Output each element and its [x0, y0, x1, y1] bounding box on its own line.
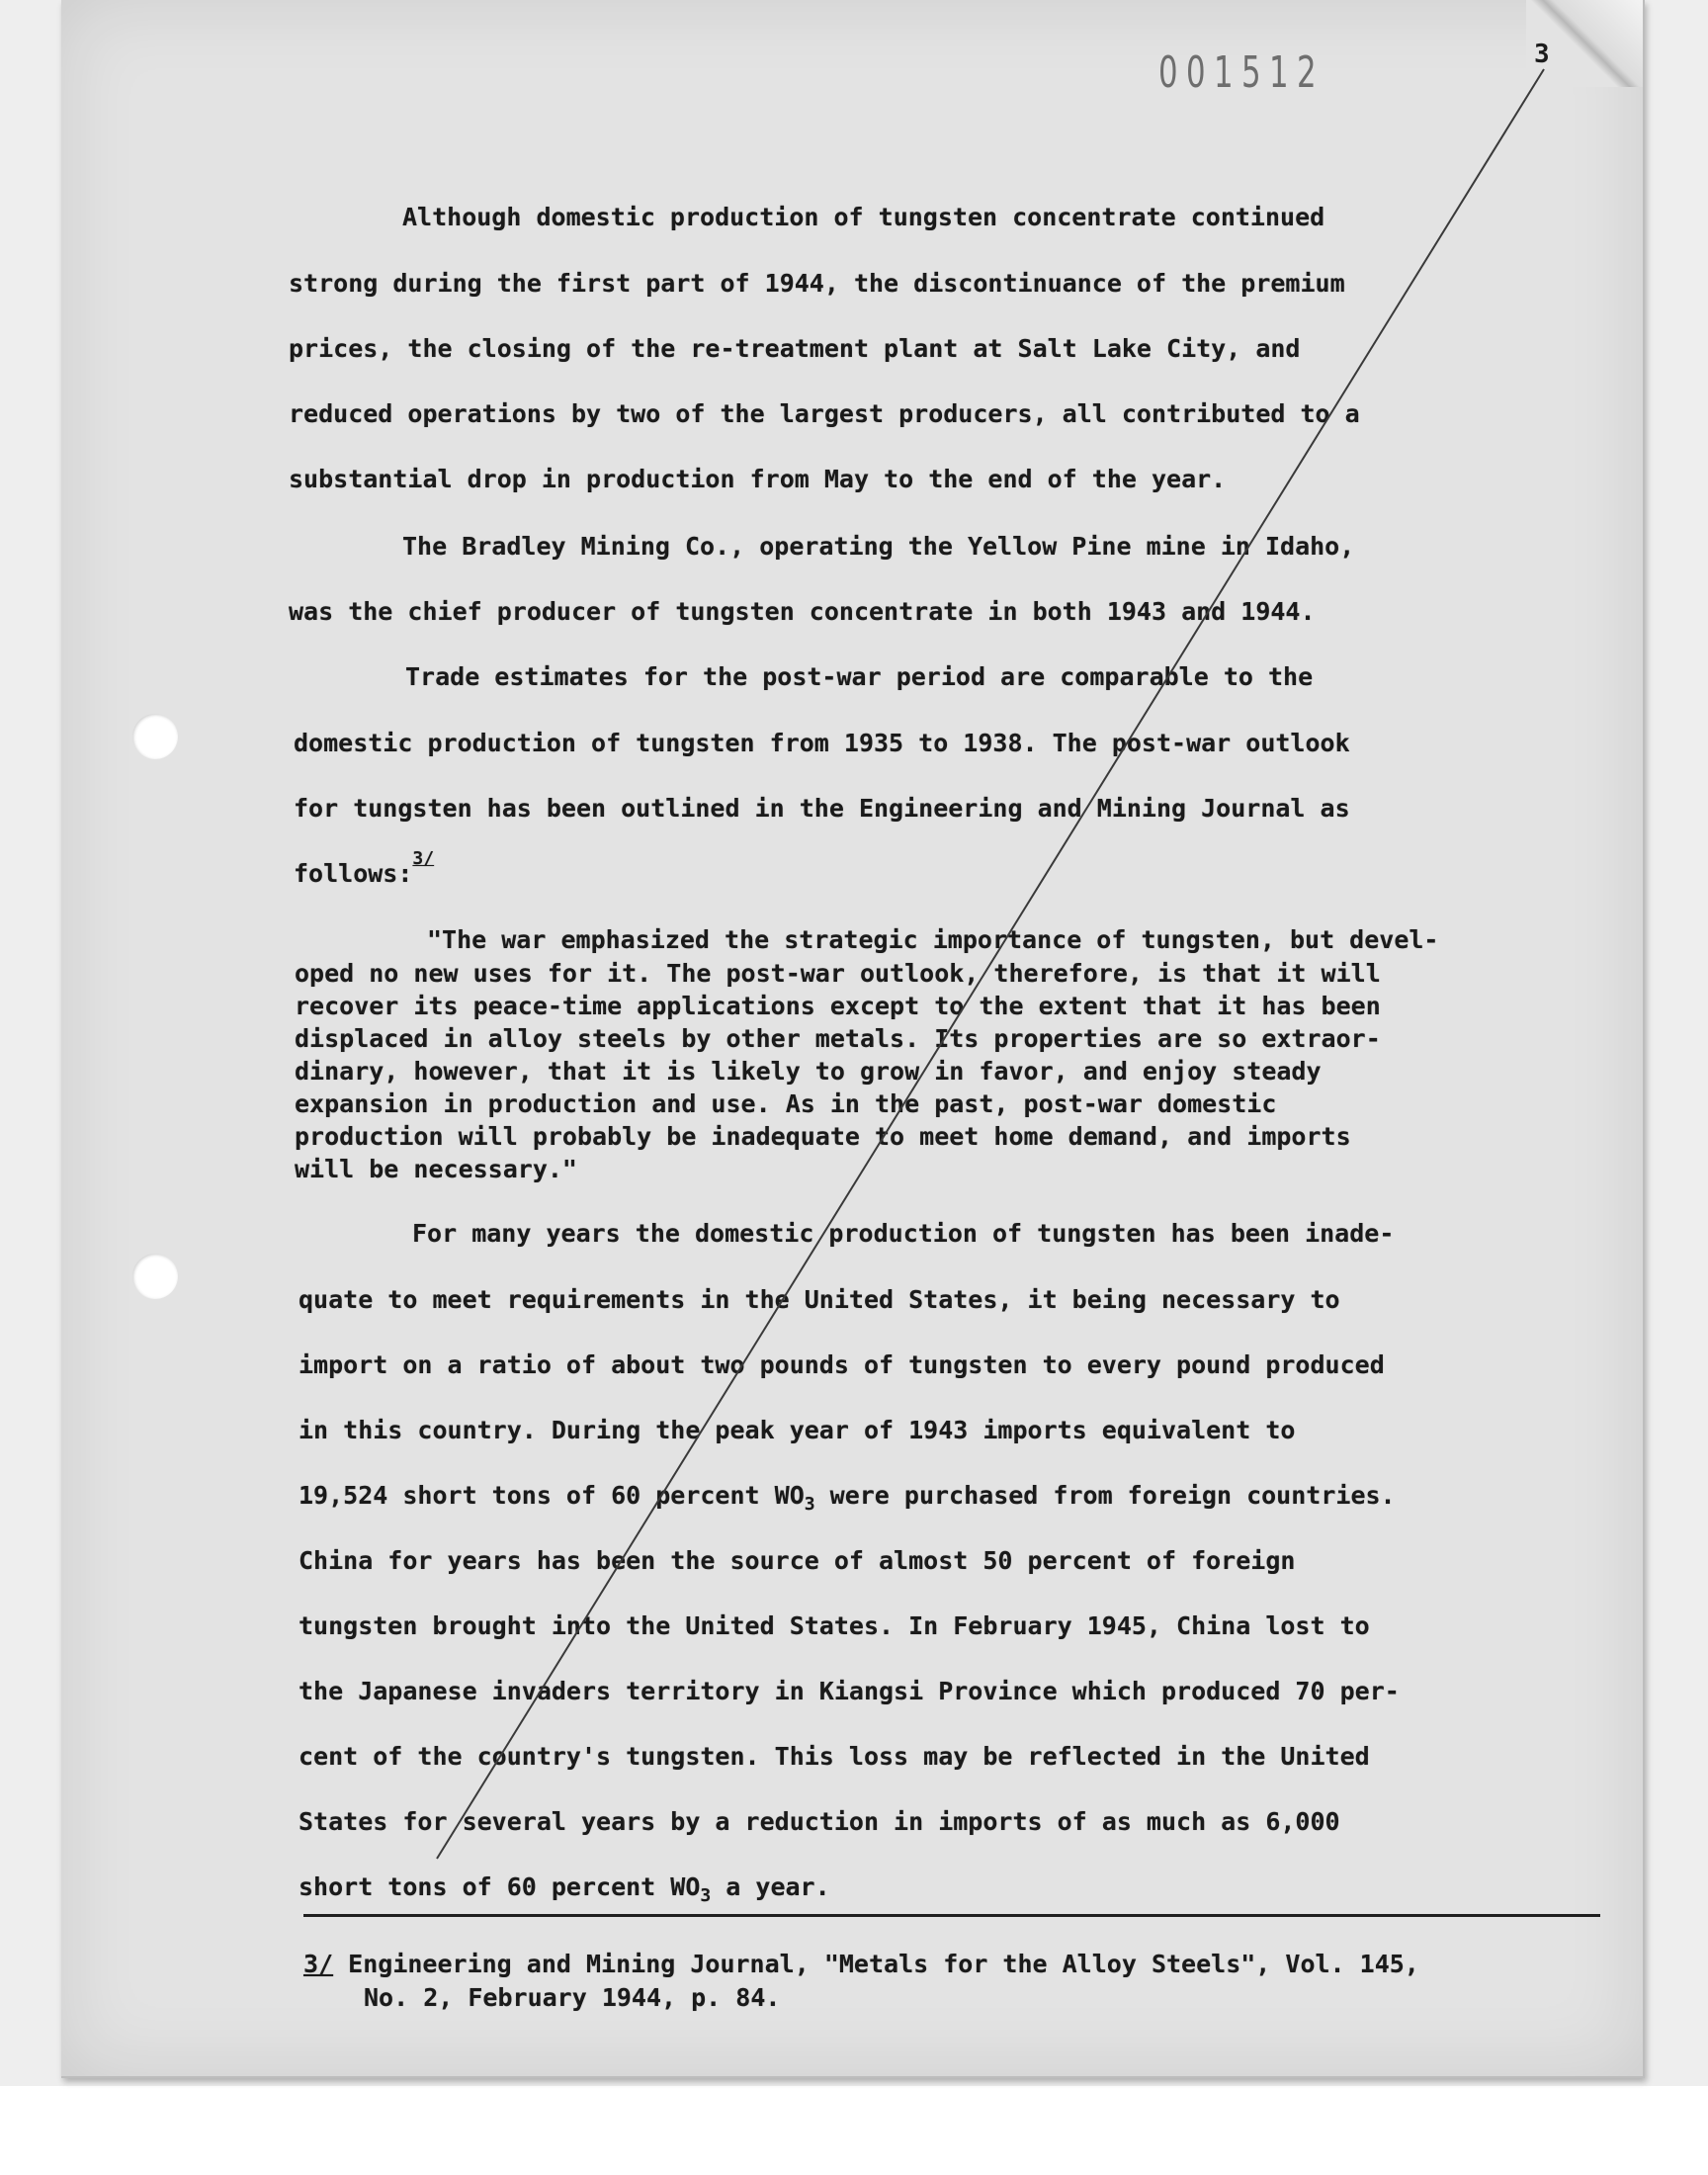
- paragraph-4-line-5: 19,524 short tons of 60 percent $WO_3$ were purchased from foreign countries.: [299, 1481, 1396, 1515]
- paragraph-4-line-3: import on a ratio of about two pounds of tungsten to every pound produced: [299, 1350, 1385, 1379]
- paragraph-4-line-7: tungsten brought into the United States. In February 1945, China lost to: [299, 1611, 1370, 1640]
- paragraph-1-line-1: Although domestic production of tungsten concentrate continued: [402, 203, 1325, 231]
- paragraph-1-line-4: reduced operations by two of the largest producers, all contributed to a: [289, 399, 1360, 428]
- paragraph-4-line-2: quate to meet requirements in the United States, it being necessary to: [299, 1285, 1340, 1314]
- paragraph-1-line-5: substantial drop in production from May to the end of the year.: [289, 465, 1227, 493]
- footnote-line-2: No. 2, February 1944, p. 84.: [364, 1983, 781, 2012]
- quote-line-6: expansion in production and use. As in the past, post-war domestic: [295, 1089, 1277, 1118]
- page-number: 3: [1534, 40, 1550, 69]
- paragraph-3-line-3: for tungsten has been outlined in the Engineering and Mining Journal as: [294, 794, 1350, 823]
- diagonal-cancel-line: [61, 0, 1643, 2076]
- paragraph-4-line-9: cent of the country's tungsten. This loss may be reflected in the United: [299, 1742, 1370, 1771]
- paragraph-1-line-3: prices, the closing of the re-treatment plant at Salt Lake City, and: [289, 334, 1301, 363]
- quote-line-8: will be necessary.": [295, 1155, 577, 1183]
- quote-line-3: recover its peace-time applications except to the extent that it has been: [295, 992, 1381, 1020]
- paragraph-2-line-1: The Bradley Mining Co., operating the Yellow Pine mine in Idaho,: [402, 532, 1355, 561]
- paragraph-3-line-1: Trade estimates for the post-war period are comparable to the: [405, 662, 1314, 691]
- paragraph-4-line-11: short tons of 60 percent $WO_3$ a year.: [299, 1872, 830, 1906]
- quote-line-5: dinary, however, that it is likely to grow in favor, and enjoy steady: [295, 1057, 1322, 1086]
- quote-line-4: displaced in alloy steels by other metals. Its properties are so extraor-: [295, 1024, 1381, 1053]
- footnote-reference: 3/: [412, 848, 435, 869]
- paragraph-3-line-2: domestic production of tungsten from 1935 to 1938. The post-war outlook: [294, 729, 1350, 757]
- document-page: [61, 0, 1645, 2078]
- paragraph-4-line-8: the Japanese invaders territory in Kiangsi Province which produced 70 per-: [299, 1677, 1400, 1705]
- paragraph-4-line-10: States for several years by a reduction in imports of as much as 6,000: [299, 1807, 1340, 1836]
- paragraph-1-line-2: strong during the first part of 1944, the discontinuance of the premium: [289, 269, 1345, 298]
- quote-line-2: oped no new uses for it. The post-war outlook, therefore, is that it will: [295, 959, 1381, 988]
- quote-line-1: "The war emphasized the strategic importance of tungsten, but devel-: [427, 925, 1439, 954]
- document-stamp-number: 001512: [1158, 47, 1324, 98]
- quote-line-7: production will probably be inadequate to meet home demand, and imports: [295, 1122, 1351, 1151]
- paragraph-4-line-6: China for years has been the source of almost 50 percent of foreign: [299, 1546, 1296, 1575]
- paragraph-4-line-1: For many years the domestic production of tungsten has been inade-: [412, 1219, 1395, 1248]
- footnote-citation: Engineering and Mining Journal, "Metals for the Alloy Steels", Vol. 145,: [348, 1950, 1419, 1978]
- paragraph-4-line-4: in this country. During the peak year of 1943 imports equivalent to: [299, 1416, 1296, 1444]
- footnote-mark: 3/: [303, 1950, 334, 1978]
- paragraph-2-line-2: was the chief producer of tungsten concentrate in both 1943 and 1944.: [289, 597, 1316, 626]
- follows-label: follows:: [294, 859, 413, 888]
